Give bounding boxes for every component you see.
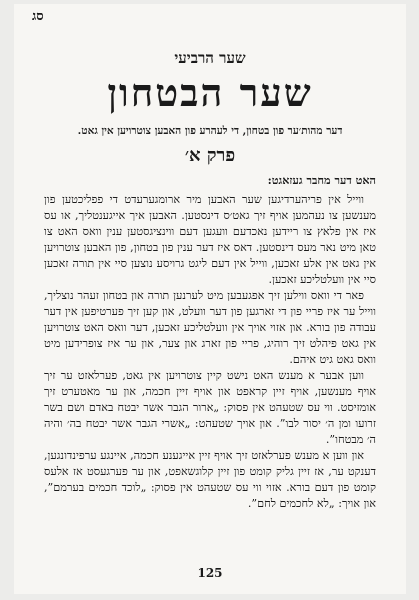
page-number: 125: [197, 566, 223, 580]
paragraph: ווען אבער א מענש האט נישט קיין צוטרויען אין גאט, פערלאזט ער זיך אויף מענשען, אויף זיין קראפט און אויף זיין חכמה, און ער מאטערט זיך אומזיסט. ווי עס שטעהט אין פסוק: „ארור הגבר אשר יבטח באדם ושם בשר זרועו ומן ה׳ יסור לבו”. און אויך שטעהט: „אשרי הגבר אשר יבטח בה׳ והיה ה׳ מבטחו”.: [44, 369, 376, 446]
title-tagline: דער מהות׳ער פון בטחון, די לעהרע פון האבען צוטרויען אין גאט.: [77, 125, 343, 137]
page-title: שער הבטחון: [107, 70, 313, 115]
paragraph: און ווען א מענש פערלאזט זיך אויף זיין אייגענע חכמה, איינגע ערפינדונגען, דענקט ער, אז זיין גליק קומט פון זיין קלוגשאפט, און ער פערגעסט אז אלעס קומט פון דעם בורא. אזוי ווי עס שטעהט אין פסוק: „לוכד חכמים בערמם”, און אויך: „לא לחכמים לחם”.: [44, 449, 376, 510]
intro-line: האט דער מחבר געזאגט:: [267, 173, 376, 187]
paragraph: פאר די וואס ווילען זיך אפגעבען מיט לערנען תורה און בטחון זעהר נוצליך, ווייל ער איז פריי פון די זארגען פון דער וועלט, און קען זיך פערטיפען אין דער עבודה פון בורא. און אזוי אויך אין וועלטליכע זאכען, דער וואס האט צוטרויען אין גאט פיהלט זיך רוהיג, פריי פון זארג און צער, און ער איז צופרידען מיט וואס גאט גיט איהם.: [44, 289, 376, 366]
body-text: [44, 172, 376, 558]
section-heading: שער הרביעי: [174, 49, 246, 67]
paragraph: ווייל אין פריהערדיגען שער האבען מיר ארומגערעדט די פפליכטען פון מענשען צו נעהמען אויף זיך גאט׳ס דינסטען. האבען איך אייגענטליך, או עס איז אין פלאץ צו ריידען נאכדעם וועגען דעם ווינציגסטען ענין וואס האט צו טאן מיט נאר מעס דינסטען. דאס איז דער ענין פון בטחון, פון האבען צוטרויען אין גאט אין אלע זאכען, ווייל אין דעם ליגט גרויסע נוצען סיי אין תורה זאכען סיי אין וועלטליכע זאכען.: [44, 193, 376, 286]
book-page: [14, 4, 406, 594]
page-corner-mark: סג: [32, 9, 44, 24]
chapter-heading: פרק א׳: [184, 145, 236, 166]
